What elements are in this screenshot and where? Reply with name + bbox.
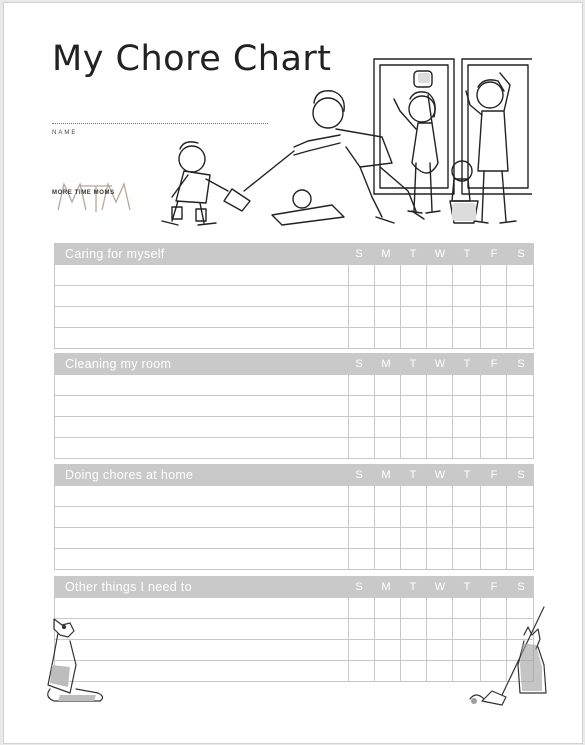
chore-row[interactable] bbox=[54, 307, 534, 328]
day-column-divider bbox=[480, 486, 481, 570]
day-label: S bbox=[517, 358, 525, 370]
day-label: T bbox=[463, 581, 471, 593]
day-column-divider bbox=[506, 486, 507, 570]
chore-row[interactable] bbox=[54, 265, 534, 286]
chore-grid bbox=[54, 486, 534, 570]
section-header bbox=[54, 464, 534, 486]
day-column-divider bbox=[452, 486, 453, 570]
mtm-logo-mark bbox=[56, 180, 136, 214]
section-title: Other things I need to bbox=[65, 580, 192, 594]
chore-row[interactable] bbox=[54, 528, 534, 549]
day-label: S bbox=[355, 469, 363, 481]
day-column-divider bbox=[400, 486, 401, 570]
day-column-divider bbox=[506, 375, 507, 459]
chore-row[interactable] bbox=[54, 375, 534, 396]
chore-row[interactable] bbox=[54, 328, 534, 349]
day-column-divider bbox=[374, 375, 375, 459]
day-label: T bbox=[463, 358, 471, 370]
name-label: NAME bbox=[52, 130, 78, 136]
day-label: F bbox=[490, 358, 498, 370]
dog-illustration bbox=[40, 615, 112, 705]
day-column-divider bbox=[400, 375, 401, 459]
chore-row[interactable] bbox=[54, 438, 534, 459]
day-column-divider bbox=[400, 265, 401, 349]
chore-row[interactable] bbox=[54, 417, 534, 438]
day-column-divider bbox=[506, 265, 507, 349]
chore-row[interactable] bbox=[54, 286, 534, 307]
chore-section bbox=[54, 353, 534, 459]
day-label: W bbox=[434, 581, 446, 593]
day-label: S bbox=[355, 581, 363, 593]
chore-row[interactable] bbox=[54, 396, 534, 417]
day-column-divider bbox=[348, 486, 349, 570]
day-label: S bbox=[355, 358, 363, 370]
chore-row[interactable] bbox=[54, 486, 534, 507]
day-column-divider bbox=[426, 375, 427, 459]
family-cleaning-illustration bbox=[132, 51, 532, 241]
section-title: Caring for myself bbox=[65, 247, 165, 261]
section-header bbox=[54, 353, 534, 375]
day-column-divider bbox=[426, 598, 427, 682]
day-label: M bbox=[381, 248, 391, 260]
day-column-divider bbox=[452, 375, 453, 459]
section-header bbox=[54, 243, 534, 265]
section-title: Doing chores at home bbox=[65, 468, 194, 482]
day-column-divider bbox=[374, 486, 375, 570]
day-column-divider bbox=[400, 598, 401, 682]
logo-text: MORE TIME MOMS bbox=[52, 190, 115, 196]
day-label: F bbox=[490, 248, 498, 260]
day-label: S bbox=[517, 469, 525, 481]
chore-section bbox=[54, 243, 534, 349]
day-column-divider bbox=[480, 265, 481, 349]
day-column-divider bbox=[426, 486, 427, 570]
chore-row[interactable] bbox=[54, 549, 534, 570]
day-label: M bbox=[381, 581, 391, 593]
day-label: W bbox=[434, 469, 446, 481]
chore-grid bbox=[54, 375, 534, 459]
day-label: T bbox=[463, 469, 471, 481]
day-column-divider bbox=[374, 598, 375, 682]
day-label: F bbox=[490, 581, 498, 593]
day-label: M bbox=[381, 358, 391, 370]
day-label: T bbox=[409, 248, 417, 260]
day-column-divider bbox=[348, 375, 349, 459]
day-label: W bbox=[434, 358, 446, 370]
cat-broom-illustration bbox=[462, 605, 552, 709]
day-label: F bbox=[490, 469, 498, 481]
day-label: S bbox=[517, 248, 525, 260]
day-column-divider bbox=[348, 265, 349, 349]
section-title: Cleaning my room bbox=[65, 357, 172, 371]
chore-section bbox=[54, 464, 534, 570]
day-column-divider bbox=[348, 598, 349, 682]
day-column-divider bbox=[452, 265, 453, 349]
day-column-divider bbox=[426, 265, 427, 349]
chore-chart-page bbox=[3, 2, 583, 744]
day-label: S bbox=[517, 581, 525, 593]
day-label: W bbox=[434, 248, 446, 260]
chore-row[interactable] bbox=[54, 507, 534, 528]
day-label: T bbox=[463, 248, 471, 260]
day-label: T bbox=[409, 581, 417, 593]
day-label: S bbox=[355, 248, 363, 260]
section-header bbox=[54, 576, 534, 598]
chore-grid bbox=[54, 265, 534, 349]
day-label: M bbox=[381, 469, 391, 481]
day-column-divider bbox=[374, 265, 375, 349]
page-title: My Chore Chart bbox=[52, 39, 332, 79]
day-label: T bbox=[409, 358, 417, 370]
day-label: T bbox=[409, 469, 417, 481]
day-column-divider bbox=[452, 598, 453, 682]
day-column-divider bbox=[480, 375, 481, 459]
